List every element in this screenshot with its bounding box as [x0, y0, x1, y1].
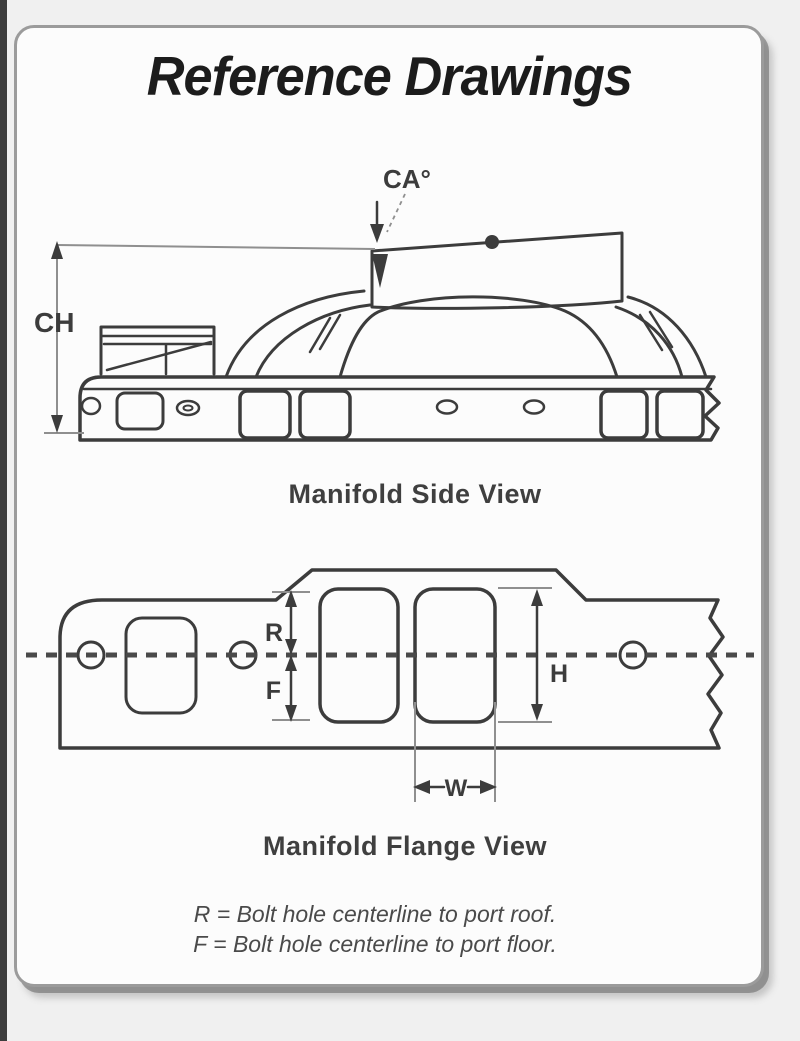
port [601, 391, 647, 438]
carb-angle-label: CA° [383, 164, 431, 194]
ca-arrow-down [370, 224, 384, 243]
carb-stud-dot [485, 235, 499, 249]
roof-label: R [264, 619, 283, 647]
dimension-legend [0, 899, 750, 960]
manifold-side-view-drawing [0, 150, 800, 490]
floor-label: F [265, 677, 281, 705]
legend-line-roof: R = Bolt hole centerline to port roof. [193, 901, 557, 927]
ch-extension-line [57, 245, 375, 249]
port [240, 391, 290, 438]
ca-leader-line [387, 194, 405, 232]
manifold-flange-view-drawing [0, 540, 800, 840]
bolt-hole [177, 401, 199, 415]
carb-height-label: CH [34, 307, 75, 338]
thermostat-boss [101, 327, 214, 374]
width-label: W [444, 775, 468, 802]
ch-arrow-up [51, 241, 63, 259]
side-flange [80, 377, 719, 440]
height-label: H [550, 660, 569, 688]
ch-arrow-down [51, 415, 63, 433]
bolt-hole [524, 401, 544, 414]
port [117, 393, 163, 429]
dome-inner-right [616, 307, 682, 377]
bolt-hole [437, 401, 457, 414]
page-title: Reference Drawings [146, 45, 632, 107]
side-view-caption: Manifold Side View [288, 479, 542, 509]
bolt-hole [82, 398, 100, 414]
port [657, 391, 703, 438]
flange-body [60, 570, 723, 748]
port [300, 391, 350, 438]
legend-line-floor: F = Bolt hole centerline to port floor. [193, 931, 557, 958]
flange-view-caption: Manifold Flange View [262, 831, 548, 861]
